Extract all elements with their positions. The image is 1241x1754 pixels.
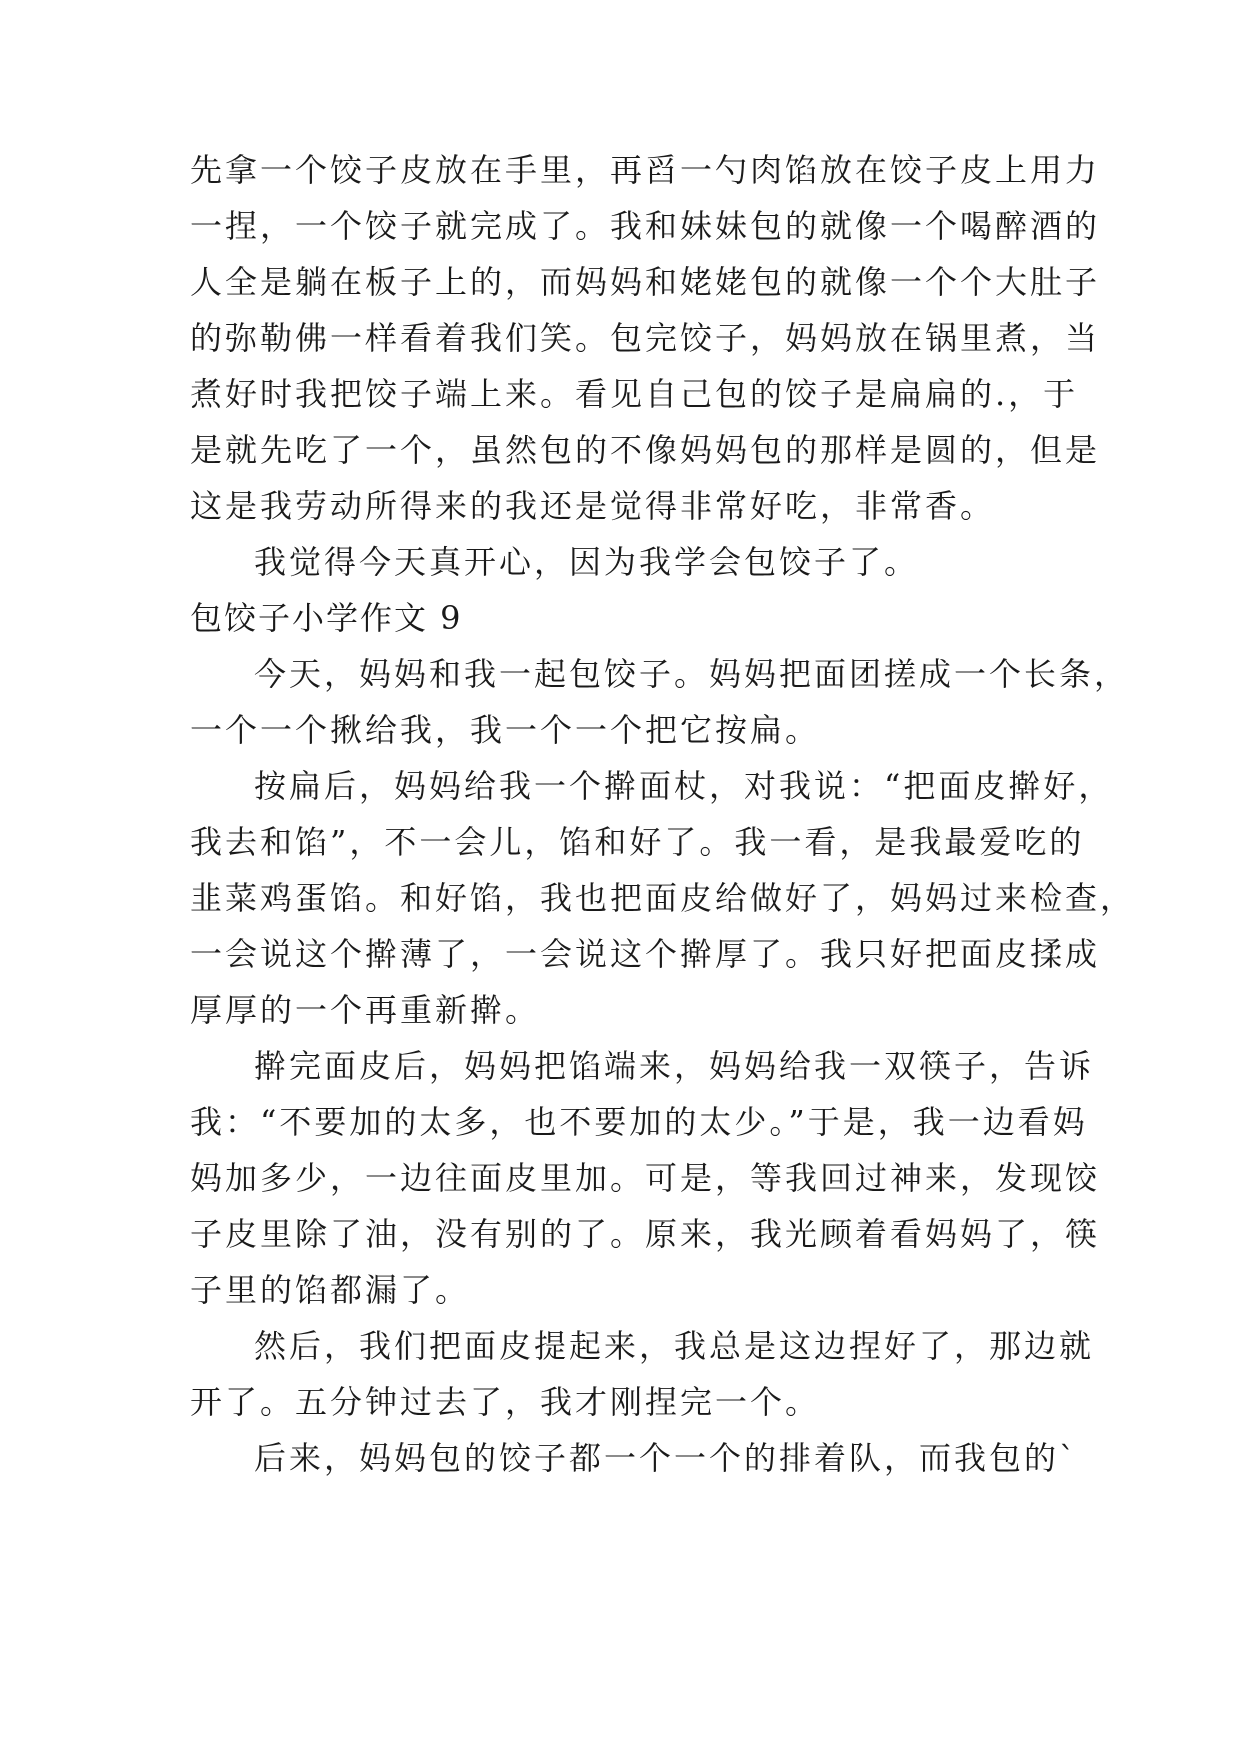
text-line: 煮好时我把饺子端上来。看见自己包的饺子是扁扁的.，于 xyxy=(190,375,1079,413)
text-line: 这是我劳动所得来的我还是觉得非常好吃，非常香。 xyxy=(190,487,996,525)
text-line: 一会说这个擀薄了，一会说这个擀厚了。我只好把面皮揉成 xyxy=(190,935,1101,973)
text-line: 子皮里除了油，没有别的了。原来，我光顾着看妈妈了，筷 xyxy=(190,1215,1101,1253)
text-line: 的弥勒佛一样看着我们笑。包完饺子，妈妈放在锅里煮，当 xyxy=(190,319,1101,357)
text-line: 先拿一个饺子皮放在手里，再舀一勺肉馅放在饺子皮上用力 xyxy=(190,151,1101,189)
text-line: 是就先吃了一个，虽然包的不像妈妈包的那样是圆的，但是 xyxy=(190,431,1101,469)
text-line: 然后，我们把面皮提起来，我总是这边捏好了，那边就 xyxy=(254,1327,1095,1365)
text-line: 韭菜鸡蛋馅。和好馅，我也把面皮给做好了，妈妈过来检查， xyxy=(190,879,1136,917)
text-line: 一捏，一个饺子就完成了。我和妹妹包的就像一个喝醉酒的 xyxy=(190,207,1101,245)
text-line: 妈加多少，一边往面皮里加。可是，等我回过神来，发现饺 xyxy=(190,1159,1101,1197)
text-line: 我去和馅”，不一会儿，馅和好了。我一看，是我最爱吃的 xyxy=(190,823,1085,861)
text-line: 人全是躺在板子上的，而妈妈和姥姥包的就像一个个大肚子 xyxy=(190,263,1101,301)
text-line: 开了。五分钟过去了，我才刚捏完一个。 xyxy=(190,1383,821,1421)
section-heading: 包饺子小学作文 9 xyxy=(190,599,463,637)
text-line: 一个一个揪给我，我一个一个把它按扁。 xyxy=(190,711,821,749)
text-line: 按扁后，妈妈给我一个擀面杖，对我说：“把面皮擀好， xyxy=(254,767,1114,805)
text-line: 我：“不要加的太多，也不要加的太少。”于是，我一边看妈 xyxy=(190,1103,1088,1141)
text-line: 今天，妈妈和我一起包饺子。妈妈把面团搓成一个长条， xyxy=(254,655,1130,693)
text-line: 我觉得今天真开心，因为我学会包饺子了。 xyxy=(254,543,920,581)
text-line: 后来，妈妈包的饺子都一个一个的排着队，而我包的` xyxy=(254,1439,1079,1477)
text-line: 子里的馅都漏了。 xyxy=(190,1271,471,1309)
text-line: 厚厚的一个再重新擀。 xyxy=(190,991,541,1029)
text-line: 擀完面皮后，妈妈把馅端来，妈妈给我一双筷子，告诉 xyxy=(254,1047,1095,1085)
